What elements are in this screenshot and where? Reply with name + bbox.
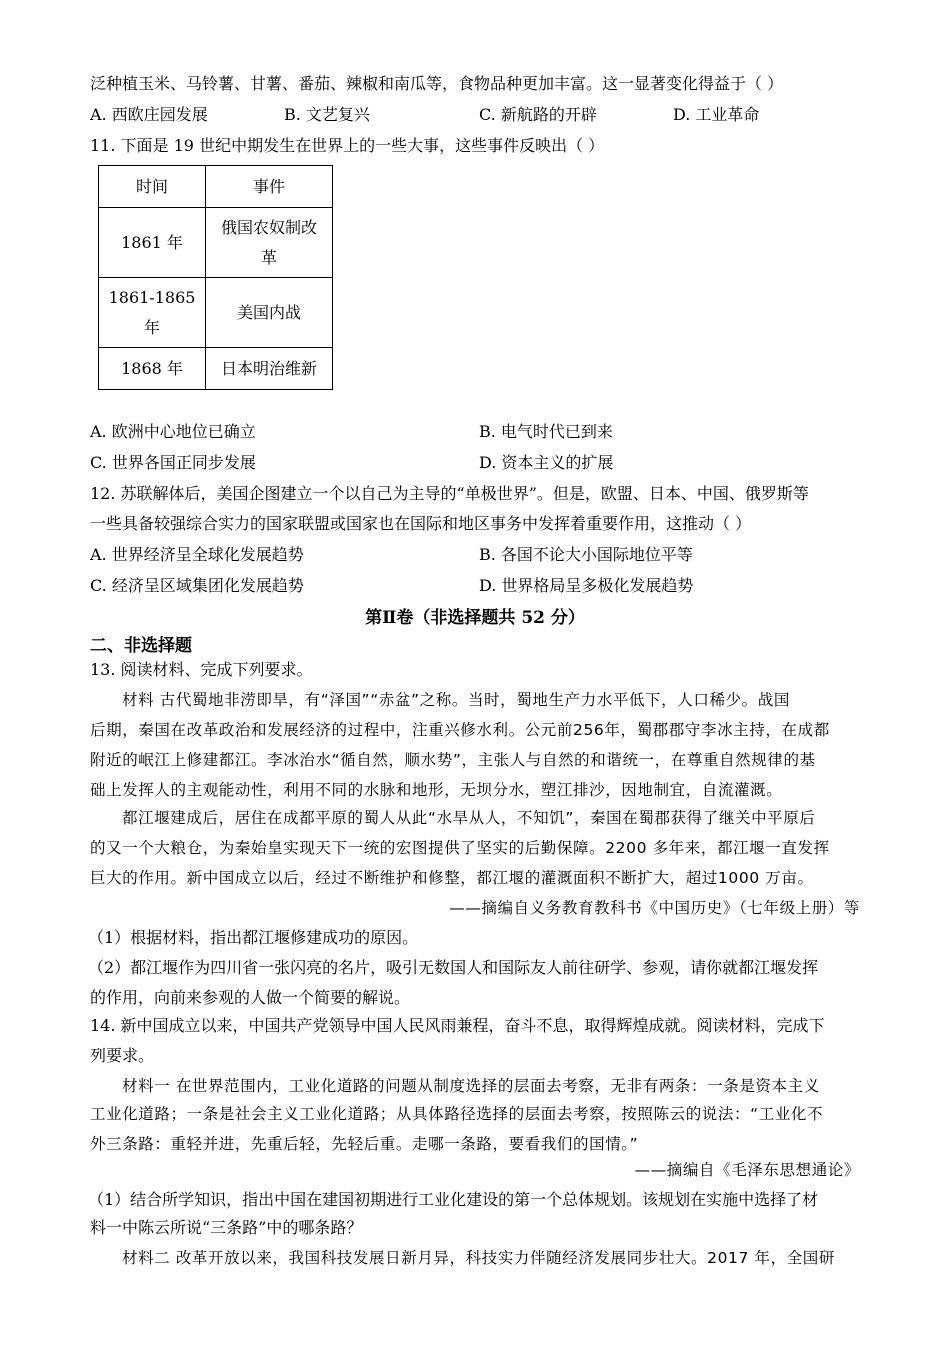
q12-stem-line-1: 12. 苏联解体后，美国企图建立一个以自己为主导的“单极世界”。但是，欧盟、日本、中国、俄罗斯等 [90,484,809,503]
q13-material-line: 的又一个大粮仓，为秦始皇实现天下一统的宏图提供了坚实的后勤保障。2200 多年来，都江堰一直发挥 [90,839,830,857]
q14-stem-line-2: 列要求。 [90,1046,155,1065]
q12-option-c: C. 经济呈区域集团化发展趋势 [90,576,304,595]
q10-option-c: C. 新航路的开辟 [479,105,597,124]
table-row [99,278,333,348]
q12-option-d: D. 世界格局呈多极化发展趋势 [479,576,694,595]
q14-stem-line-1: 14. 新中国成立以来，中国共产党领导中国人民风雨兼程，奋斗不息，取得辉煌成就。阅读材料，完成下 [90,1016,825,1035]
table-row [99,348,333,390]
q14-sub-1: （1）结合所学知识，指出中国在建国初期进行工业化建设的第一个总体规划。该规划在实施中选择了材 [88,1190,819,1209]
table-row [99,208,333,278]
q10-stem-tail: 泛种植玉米、马铃薯、甘薯、番茄、辣椒和南瓜等，食物品种更加丰富。这一显著变化得益于（ ） [90,74,784,93]
q13-material-line: 材料 古代蜀地非涝即旱，有“泽国”“赤盆”之称。当时，蜀地生产力水平低下，人口稀少。战国 [122,691,790,709]
q13-sub-2: （2）都江堰作为四川省一张闪亮的名片，吸引无数国人和国际友人前往研学、参观，请你就都江堰发挥 [88,958,819,977]
events-table [98,165,333,390]
q11-option-c: C. 世界各国正同步发展 [90,453,256,472]
part2-title: 第Ⅱ卷（非选择题共 52 分） [365,608,585,628]
table-header-event: 事件 [206,166,333,208]
table-cell-event: 俄国农奴制改 革 [206,208,333,278]
table-header-time: 时间 [99,166,206,208]
q11-option-b: B. 电气时代已到来 [479,422,613,441]
q10-option-d: D. 工业革命 [673,105,760,124]
q13-material-line: 附近的岷江上修建都江。李冰治水“循自然，顺水势”，主张人与自然的和谐统一，在尊重自然规律的基 [90,751,816,769]
q13-sub-2-cont: 的作用，向前来参观的人做一个简要的解说。 [90,988,411,1007]
table-cell-time: 1861-1865 年 [99,278,206,348]
table-header-row [99,166,333,208]
table-cell-time: 1861 年 [99,208,206,278]
q13-stem: 13. 阅读材料、完成下列要求。 [90,660,313,679]
section-title: 二、非选择题 [90,636,192,656]
q11-option-d: D. 资本主义的扩展 [479,453,614,472]
q12-option-a: A. 世界经济呈全球化发展趋势 [90,545,304,564]
q12-option-b: B. 各国不论大小国际地位平等 [479,545,693,564]
table-cell-event: 日本明治维新 [206,348,333,390]
q14-source: ——摘编自《毛泽东思想通论》 [634,1161,860,1179]
q14-sub-1-cont: 料一中陈云所说“三条路”中的哪条路？ [90,1218,363,1237]
q14-material1-line: 材料一 在世界范围内，工业化道路的问题从制度选择的层面去考察，无非有两条：一条是资本主义 [122,1077,820,1095]
q13-source: ——摘编自义务教育教科书《中国历史》（七年级上册）等 [449,899,860,917]
q14-material2-line: 材料二 改革开放以来，我国科技发展日新月异，科技实力伴随经济发展同步壮大。2017 年，全国研 [122,1249,836,1267]
table-cell-event: 美国内战 [206,278,333,348]
q13-material-line: 都江堰建成后，居住在成都平原的蜀人从此“水旱从人，不知饥”，秦国在蜀郡获得了继关中平原后 [122,809,816,827]
q11-stem: 11. 下面是 19 世纪中期发生在世界上的一些大事，这些事件反映出（ ） [90,136,605,155]
q11-option-a: A. 欧洲中心地位已确立 [90,422,256,441]
q10-option-b: B. 文艺复兴 [284,105,370,124]
table-cell-time: 1868 年 [99,348,206,390]
q13-material-line: 巨大的作用。新中国成立以后，经过不断维护和修整，都江堰的灌溉面积不断扩大，超过1000 万亩。 [90,869,814,887]
q13-material-line: 后期，秦国在改革政治和发展经济的过程中，注重兴修水利。公元前256年，蜀郡郡守李冰主持，在成都 [90,721,830,739]
q14-material1-line: 工业化道路；一条是社会主义工业化道路；从具体路径选择的层面去考察，按照陈云的说法：“工业化不 [90,1105,824,1123]
q14-material1-line: 外三条路：重轻并进，先重后轻，先轻后重。走哪一条路，要看我们的国情。” [90,1135,639,1153]
q13-material-line: 础上发挥人的主观能动性，利用不同的水脉和地形，无坝分水，塑江排沙，因地制宜，自流灌溉。 [90,781,783,799]
q10-option-a: A. 西欧庄园发展 [90,105,208,124]
q12-stem-line-2: 一些具备较强综合实力的国家联盟或国家也在国际和地区事务中发挥着重要作用，这推动（ ） [90,514,752,533]
q13-sub-1: （1）根据材料，指出都江堰修建成功的原因。 [88,928,419,947]
